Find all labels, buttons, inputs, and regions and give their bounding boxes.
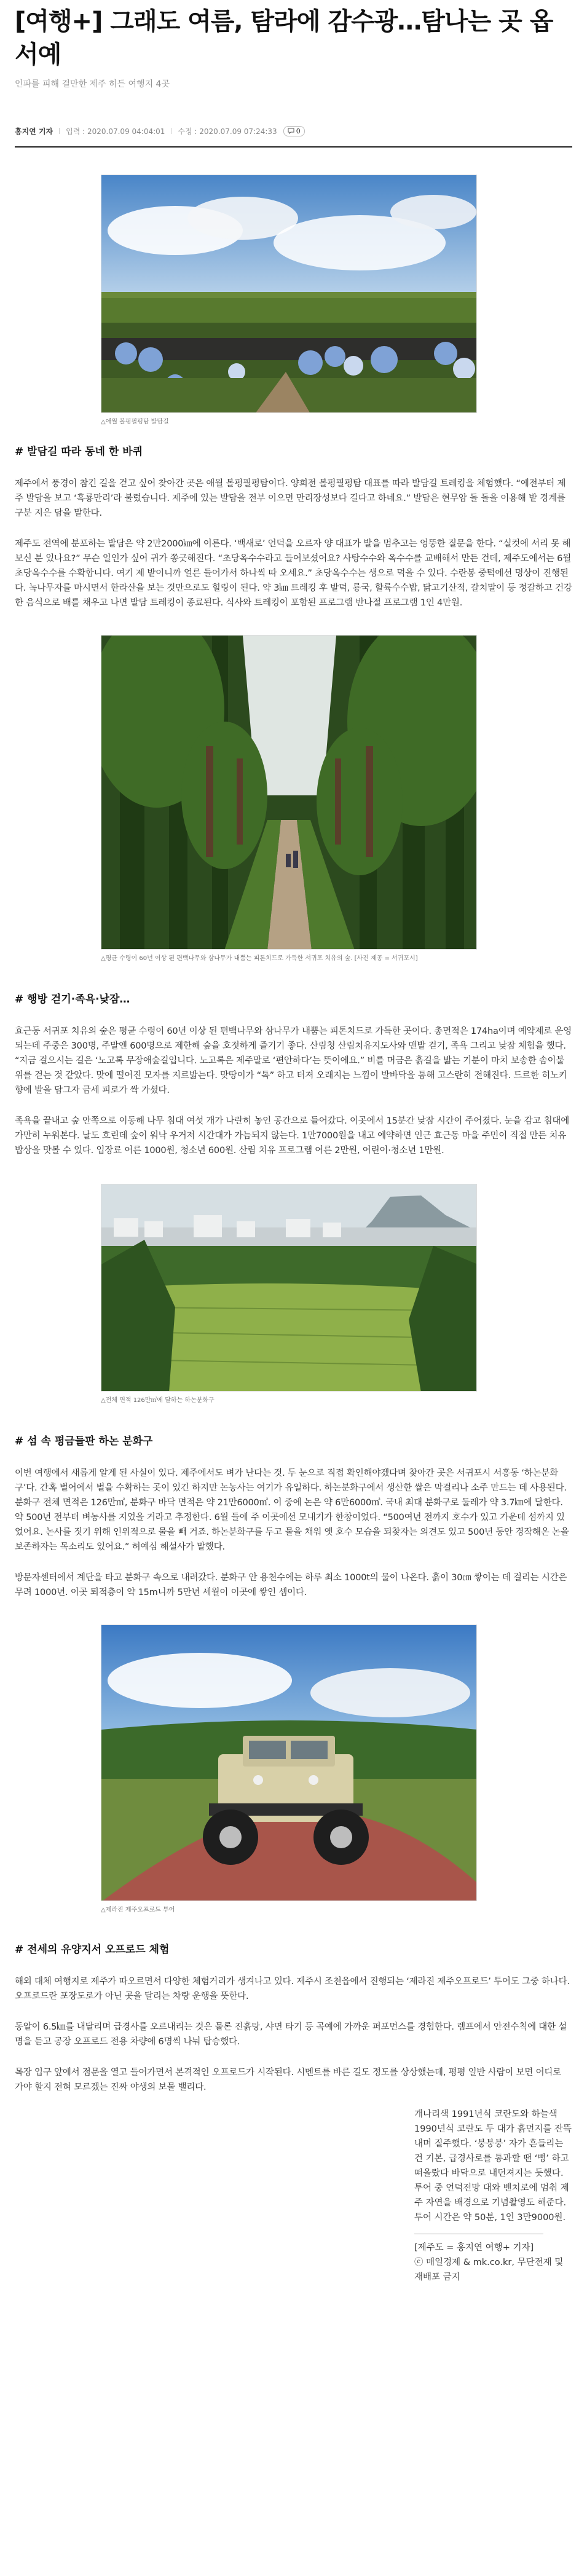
paragraph: 제주도 전역에 분포하는 발담은 약 2만2000㎞에 이른다. ‘백새로’ 언덕을 오르자 양 대표가 발을 멈추고는 엉뚱한 질문을 한다. “실컷에 서리 못 해보신 분 있나요?” 무슨 일인가 싶어 귀가 쫑긋해진다. “초당옥수수라고 들어보셨어요? 사탕수수와 옥수수를 교배해서 만든 건데, 제주도에서는 6월 초당옥수수를 수확합니다. 여기 제 밭이니까 얼른 들어가서 하나씩 따 오세요.” 초당옥수수는 생으로 먹을 수 있다. 수란봉 중턱에선 명상이 진행된다. 녹나무자를 마시면서 한라산을 보는 것만으로도 힐링이 된다. 약 3㎞ 트레킹 후 밭덕, 룡국, 할륙수수밥, 닭고기산적, 갈치말이 등 정갈하고 건강한 음식으로 배를 채우고 나면 발담 트레킹이 종료된다. 식사와 트레킹이 포함된 프로그램 반나절 프로그램 1인 4만원. <box>15 539 572 608</box>
comment-count-button[interactable] <box>283 126 305 136</box>
author-name[interactable]: 홍지연 기자 <box>15 127 53 136</box>
reporter-credit: [제주도 = 홍지연 여행+ 기자] <box>414 2243 534 2253</box>
section-heading: # 발담길 따라 동네 한 바퀴 <box>15 446 143 458</box>
photo-caption: △전체 면적 126만㎡에 달하는 하논분화구 <box>101 1397 215 1404</box>
section-heading: # 전세의 유양지서 오프로드 체험 <box>15 1944 170 1956</box>
updated-time: 수정 : 2020.07.09 07:24:33 <box>178 127 277 136</box>
paragraph: 목장 입구 앞에서 점문을 열고 들어가면서 본격적인 오프로드가 시작된다. 시멘트를 바른 길도 정도를 상상했는데, 평평 일반 사람이 보면 어디로 가야 할지 전혀 모르겠는 진짜 야생의 보물 밸리다. <box>15 2068 561 2092</box>
comment-icon <box>288 128 294 134</box>
figure-block <box>101 1184 477 1405</box>
photo-caption: △제라진 제주오프로드 투어 <box>101 1907 175 1913</box>
header-divider <box>15 146 572 148</box>
photo-caption: △애월 볼펑필펑탐 발담길 <box>101 419 169 425</box>
figure-block <box>101 635 477 963</box>
paragraph: 해외 대체 여행지로 제주가 따오르면서 다양한 체험거리가 생겨나고 있다. 제주시 조천읍에서 진행되는 ‘제라진 제주오프로드’ 투어도 그중 하나다. 오프로드란 포장도로가 아닌 곳을 달리는 차량 운행을 뜻한다. <box>15 1977 570 2001</box>
article-body <box>0 175 587 2285</box>
side-note <box>414 2107 574 2285</box>
page-title: [여행+] 그래도 여름, 탐라에 감수광…탐나는 곳 옵서예 <box>15 7 553 69</box>
paragraph: 제주에서 풍경이 참긴 길을 걷고 싶어 찾아간 곳은 애월 볼펑필펑탐이다. 양희전 볼펑필펑탐 대표를 따라 발담길 트레킹을 체험했다. “예전부터 제주 발담을 보고 ‘흑룡만리’라 불렀습니다. 제주에 있는 발담을 전부 이으면 만리장성보다 길다고 하네요.” 발담은 현무암 돌 돌을 이용해 밭 경계를 구분 지은 담을 말한다. <box>15 479 566 518</box>
side-paragraph: 개나리색 1991년식 코란도와 하늘색 1990년식 코란도 두 대가 흙먼지를 잔뜩 내며 질주했다. ‘붕붕붕’ 자가 흔들리는 건 기본, 급경사로를 통과할 땐 ‘뻥’ 하고 떠올랐다 바닥으로 내던져지는 듯했다. 투어 중 언덕전망 대와 벤치로에 멈춰 제주 자연을 배경으로 기념촬영도 해준다. 투어 시간은 약 50분, 1인 3만9000원. <box>414 2109 572 2223</box>
photo-offroad-jeep <box>101 1625 477 1901</box>
article-header <box>0 0 587 136</box>
section-heading: # 행방 걷기·족욕·낮잠… <box>15 993 130 1006</box>
paragraph: 방문자센터에서 계단을 타고 분화구 속으로 내려갔다. 분화구 안 용천수에는 하루 최소 1000t의 물이 나온다. 흙이 30㎝ 쌓이는 데 걸리는 시간은 무려 1000년. 이곳 퇴적층이 약 15m니까 5만년 세월이 이곳에 쌓인 셈이다. <box>15 1573 567 1597</box>
copyright-notice: ⓒ 매일경제 & mk.co.kr, 무단전재 및 재배포 금지 <box>414 2258 564 2282</box>
published-time: 입력 : 2020.07.09 04:04:01 <box>66 127 165 136</box>
photo-hanon-crater <box>101 1184 477 1392</box>
section-heading: # 섬 속 평금들판 하논 분화구 <box>15 1435 153 1448</box>
article-meta <box>15 125 572 136</box>
paragraph: 이번 여행에서 새롭게 알게 된 사실이 있다. 제주에서도 벼가 난다는 것. 두 눈으로 직접 확인해야겠다며 찾아간 곳은 서귀포시 서홍동 ‘하논분화구’다. 간혹 벌어에서 벌을 수확하는 곳이 있긴 하지만 논농사는 여기가 유일하다. 하논분화구에서 생산한 쌀은 막걸리나 소주 만드는 데 사용된다. 분화구 전체 면적은 126만㎡, 분화구 바닥 면적은 약 21만6000㎡. 이 중에 논은 약 6만6000㎡. 국내 최대 분화구로 둘레가 약 3.7㎞에 달한다. 약 500년 전부터 벼농사를 지었을 거라고 추정한다. 6월 들에 주 이곳에선 모내기가 한창이었다. “500여년 전까지 호수가 있고 가운데 섬까지 있었어요. 논사를 짓기 위해 인위적으로 물을 빼 거죠. 하논분화구를 두고 물을 채워 옛 호수 모습을 되찾자는 의견도 있고 500년 동안 경작해온 논을 보존하자는 목소리도 있어요.” 허예심 해설사가 말했다. <box>15 1468 569 1552</box>
comment-count: 0 <box>296 127 301 135</box>
paragraph: 동알이 6.5㎞를 내달리며 급경사를 오르내리는 것은 물론 진흙탕, 샤면 타기 등 곡예에 가까운 퍼포먼스를 경험한다. 렘프에서 안전수칙에 대한 설명을 듣고 공장 오프로드 전용 차량에 6명씩 나눠 탑승했다. <box>15 2022 567 2047</box>
photo-field-hydrangeas <box>101 175 477 413</box>
photo-caption: △평균 수령이 60년 이상 된 편백나무와 삼나무가 내뿜는 피톤치드로 가득한 서귀포 치유의 숲. [사진 제공 = 서귀포시] <box>101 955 418 962</box>
paragraph: 족욕을 끝내고 숲 안쪽으로 이동해 나무 침대 여섯 개가 나란히 놓인 공간으로 들어갔다. 이곳에서 15분간 낮잠 시간이 주어졌다. 눈을 감고 침대에 가만히 누워본다. 날도 흐린데 숲이 워낙 우거져 시간대가 가늠되지 않는다. 1만7000원을 내고 예약하면 인근 효근동 마을 주민이 직접 만든 치유 밥상을 맛볼 수 있다. 입장료 어른 1000원, 청소년 600원. 산림 치유 프로그램 어른 2만원, 어린이·청소년 1만원. <box>15 1116 570 1156</box>
article-subtitle: 인파를 피해 걸만한 제주 히든 여행지 4곳 <box>15 79 170 89</box>
meta-divider <box>59 128 60 134</box>
photo-forest-path <box>101 635 477 950</box>
paragraph: 효근동 서귀포 치유의 숲은 평균 수령이 60년 이상 된 편백나무와 삼나무가 내뿜는 피톤치드로 가득한 곳이다. 총면적은 174ha이며 예약제로 운영되는데 주중은 300명, 주말엔 600명으로 제한해 숲을 호젓하게 즐기기 좋다. 산림청 산림치유지도사와 맨발 걷기, 족욕 그리고 낮잠 체험을 했다. “지금 걸으시는 길은 ‘노고록 무장애숲길입니다. 노고록은 제주말로 ‘편안하다’는 뜻이에요.” 비를 머금은 흙길을 밟는 기분이 마치 보송한 솜이불 위를 걷는 것 같았다. 맞에 떨어진 모자를 지르밟는다. 맞땅이가 “톡” 하고 터져 오래지는 느낌이 발바닥을 통해 고스란히 전해진다. 드르한 히노키향에 발을 담그자 금세 피로가 싹 가셨다. <box>15 1026 572 1095</box>
figure-block <box>101 1625 477 1915</box>
figure-block <box>101 175 477 427</box>
